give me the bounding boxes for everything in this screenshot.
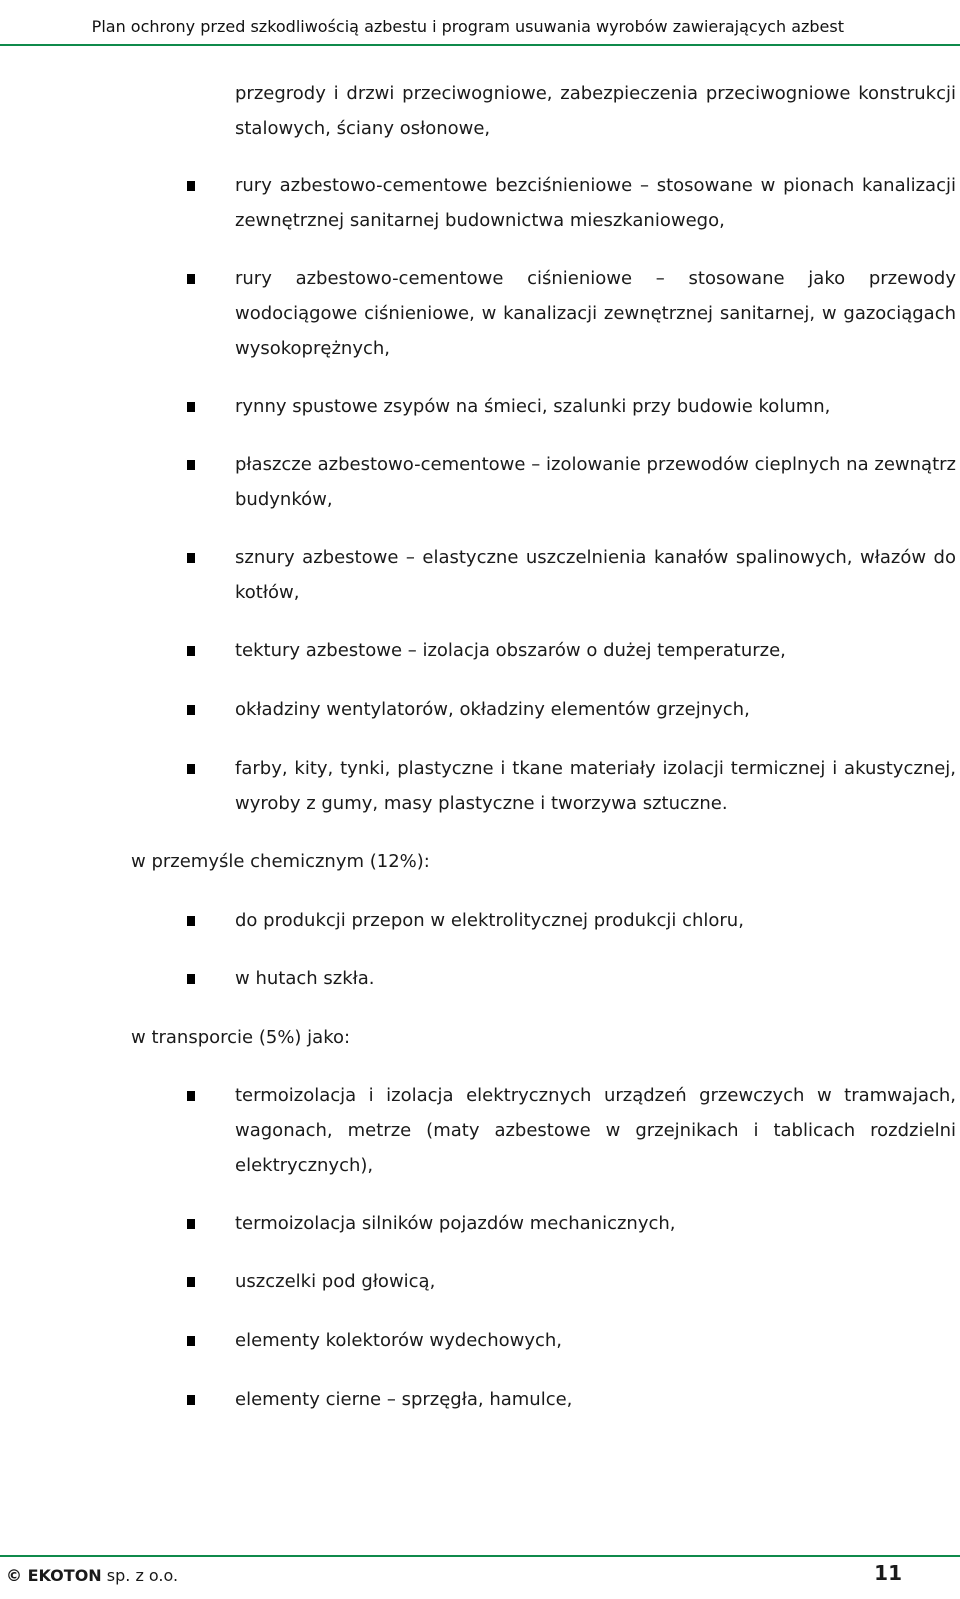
list-item: termoizolacja silników pojazdów mechanicznych, — [235, 1213, 676, 1234]
header-title: Plan ochrony przed szkodliwością azbestu i program usuwania wyrobów zawierających azbest — [91, 17, 844, 36]
list-item: uszczelki pod głowicą, — [235, 1271, 436, 1292]
bullet-icon — [187, 1395, 195, 1405]
list-item: tektury azbestowe – izolacja obszarów o dużej temperaturze, — [235, 640, 786, 661]
footer-divider — [0, 1555, 960, 1557]
bullet-icon — [187, 764, 195, 774]
list-item: elementy cierne – sprzęgła, hamulce, — [235, 1389, 573, 1410]
bullet-icon — [187, 646, 195, 656]
list-item: w hutach szkła. — [235, 968, 375, 989]
bullet-icon — [187, 1219, 195, 1229]
bullet-icon — [187, 274, 195, 284]
bullet-icon — [187, 553, 195, 563]
list-item: elementy kolektorów wydechowych, — [235, 1330, 563, 1351]
list-item: sznury azbestowe – elastyczne uszczelnienia kanałów spalinowych, włazów do kotłów, — [235, 547, 956, 603]
list-item: farby, kity, tynki, plastyczne i tkane materiały izolacji termicznej i akustycznej, wyroby z gumy, masy plastyczne i tworzywa sztuczne. — [235, 758, 956, 814]
list-item: rury azbestowo-cementowe ciśnieniowe – stosowane jako przewody wodociągowe ciśnieniowe, w kanalizacji zewnętrznej sanitarnej, w gazociągach wysokoprężnych, — [235, 268, 956, 359]
bullet-icon — [187, 181, 195, 191]
list-item: termoizolacja i izolacja elektrycznych urządzeń grzewczych w tramwajach, wagonach, metrze (maty azbestowe w grzejnikach i tablicach rozdzielni elektrycznych), — [235, 1085, 956, 1176]
bullet-icon — [187, 460, 195, 470]
list-item: do produkcji przepon w elektrolitycznej produkcji chloru, — [235, 910, 744, 931]
bullet-icon — [187, 1336, 195, 1346]
list-item: okładziny wentylatorów, okładziny elementów grzejnych, — [235, 699, 750, 720]
list-item: płaszcze azbestowo-cementowe – izolowanie przewodów cieplnych na zewnątrz budynków, — [235, 454, 956, 510]
page-header — [0, 0, 960, 46]
company-suffix: sp. z o.o. — [101, 1566, 179, 1585]
footer-company — [6, 1566, 178, 1585]
list-item: rynny spustowe zsypów na śmieci, szalunki przy budowie kolumn, — [235, 396, 831, 417]
section-heading-transport: w transporcie (5%) jako: — [131, 1027, 351, 1048]
bullet-icon — [187, 916, 195, 926]
bullet-icon — [187, 1277, 195, 1287]
continuation-paragraph: przegrody i drzwi przeciwogniowe, zabezpieczenia przeciwogniowe konstrukcji stalowych, ściany osłonowe, — [235, 83, 956, 139]
bullet-icon — [187, 402, 195, 412]
bullet-icon — [187, 974, 195, 984]
section-heading-chemical: w przemyśle chemicznym (12%): — [131, 851, 430, 872]
page-number: 11 — [874, 1561, 902, 1585]
bullet-icon — [187, 1091, 195, 1101]
company-name: © EKOTON — [6, 1566, 102, 1585]
bullet-icon — [187, 705, 195, 715]
list-item: rury azbestowo-cementowe bezciśnieniowe – stosowane w pionach kanalizacji zewnętrznej sanitarnej budownictwa mieszkaniowego, — [235, 175, 956, 231]
